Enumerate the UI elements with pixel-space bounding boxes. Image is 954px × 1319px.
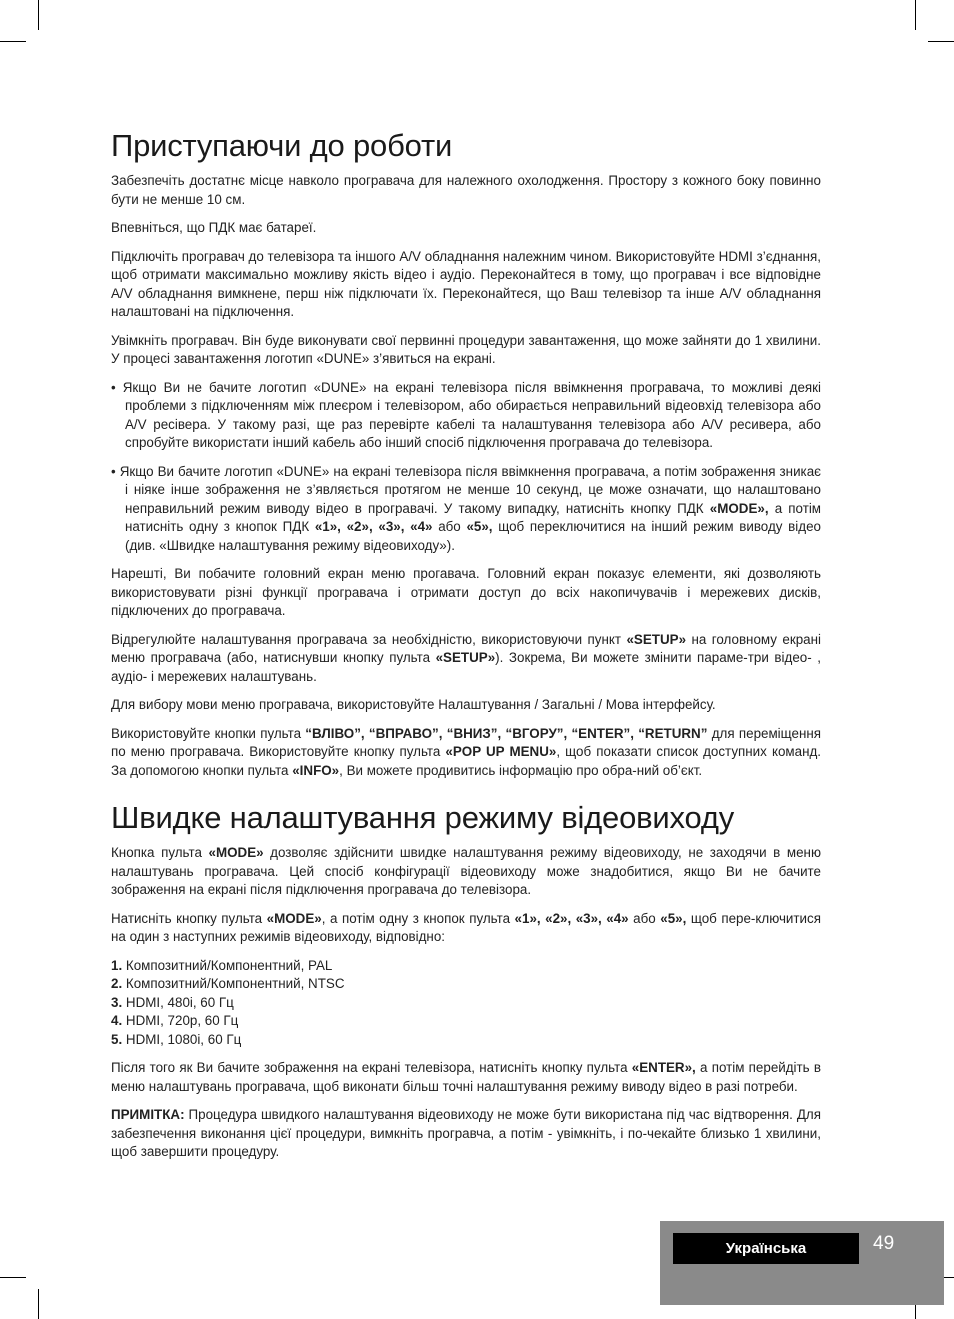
crop-mark — [915, 0, 916, 30]
crop-mark — [928, 41, 954, 42]
paragraph: Кнопка пульта «MODE» дозволяє здійснити швидке налаштування режиму відеовиходу, не заходячи в меню налаштувань програвача. Цей спосіб конфігурації відеовиходу може знадобитися, якщо Ви не бачите зображення на екрані після підключення програвача до телевізора. — [111, 845, 821, 897]
section-title-quick-setup: Швидке налаштування режиму відеовиходу — [111, 800, 735, 835]
video-mode-list — [111, 957, 821, 1050]
paragraph: Для вибору мови меню програвача, використовуйте Налаштування / Загальні / Мова інтерфейсу. — [111, 697, 716, 712]
paragraph: Увімкніть програвач. Він буде виконувати свої первинні процедури завантаження, що може зайняти до 1 хвилини. У процесі завантаження логотип «DUNE» з’явиться на екрані. — [111, 332, 821, 366]
paragraph: Впевніться, що ПДК має батареї. — [111, 220, 317, 235]
bullet-item: • Якщо Ви не бачите логотип «DUNE» на екрані телевізора після ввімкнення програвача, то можливі деякі проблеми з підключенням між плеєром і телевізором, або обирається неправильний відеовхід телевізора або A/V ресівера. У такому разі, ще раз перевірте кабелі та налаштування телевізора або A/V ресивера, або спробуйте використати інший кабель або інший спосіб підключення програвача до телевізора. — [111, 379, 821, 450]
crop-mark — [38, 0, 39, 30]
list-item: 2. Композитний/Компонентний, NTSC — [111, 976, 345, 991]
crop-mark — [38, 1289, 39, 1319]
paragraph: Відрегулюйте налаштування програвача за необхідністю, використовуючи пункт «SETUP» на головному екрані меню програвача (або, натиснувши кнопку пульта «SETUP»). Зокрема, Ви можете змінити параме-три відео- , аудіо- і мережевих налаштувань. — [111, 631, 821, 684]
footer-panel — [660, 1221, 944, 1305]
list-item: 5. HDMI, 1080i, 60 Гц — [111, 1031, 242, 1047]
paragraph: Після того як Ви бачите зображення на екрані телевізора, натисніть кнопку пульта «ENTER», а потім перейдіть в меню налаштувань програвача, щоб виконати більш точні налаштування режиму виводу відео в разі потреби. — [111, 1060, 821, 1094]
language-label: Українська — [673, 1233, 859, 1264]
paragraph: Натисніть кнопку пульта «MODE», а потім одну з кнопок пульта «1», «2», «3», «4» або «5», щоб пере-ключитися на один з наступних режимів відеовиходу, відповідно: — [111, 910, 821, 944]
page-content — [111, 128, 821, 1172]
paragraph: Використовуйте кнопки пульта “ВЛІВО”, “ВПРАВО”, “ВНИЗ”, “ВГОРУ”, “ENTER”, “RETURN” для переміщення по меню програвача. Використовуйте кнопку пульта «POP UP MENU», щоб показати список доступних команд. За допомогою кнопки пульта «INFO», Ви можете продивитись інформацію про обра-ний об’єкт. — [111, 725, 822, 778]
paragraph: Нарешті, Ви побачите головний екран меню прогавача. Головний екран показує елементи, які дозволяють використовувати різні функції програвача і отримати доступ до всіх накопичувачів і мережевих дисків, підключених до програвача. — [111, 566, 821, 618]
list-item: 3. HDMI, 480i, 60 Гц — [111, 994, 234, 1010]
crop-mark — [0, 1277, 26, 1278]
note-paragraph: ПРИМІТКА: Процедура швидкого налаштування відеовиходу не може бути використана під час відтворення. Для забезпечення виконання цієї процедури, вимкніть програвча, а потім - увімкніть, і по-чекайте близько 1 хвилини, щоб завершити процедуру. — [111, 1107, 821, 1159]
crop-mark — [0, 41, 26, 42]
page-number: 49 — [873, 1233, 895, 1254]
paragraph: Забезпечіть достатнє місце навколо програвача для належного охолодження. Простору з кожного боку повинно бути не менше 10 см. — [111, 173, 821, 207]
list-item: 1. Композитний/Компонентний, PAL — [111, 957, 333, 973]
paragraph: Підключіть програвач до телевізора та іншого A/V обладнання належним чином. Використовуйте HDMI з’єднання, щоб отримати максимально можливу якість відео і аудіо. Переконайтеся в тому, що програвач і все відповідне A/V обладнання вимкнене, перш ніж підключати їх. Переконайтеся, що Ваш телевізор та інше A/V обладнання налаштовані на підключення. — [111, 248, 821, 319]
list-item: 4. HDMI, 720p, 60 Гц — [111, 1013, 239, 1028]
bullet-item: • Якщо Ви бачите логотип «DUNE» на екрані телевізора після ввімкнення програвача, а потім зображення зникає і ніяке інше зображення не з’являється протягом не менше 10 секунд, це може означати, що налаштовано неправильний режим виводу відео в програвачі. У такому випадку, натисніть кнопку ПДК «MODE», а потім натисніть одну з кнопок ПДК «1», «2», «3», «4» або «5», щоб переключитися на інший режим виводу відео (див. «Швидке налаштування режиму відеовиходу»). — [111, 463, 822, 553]
section-title-getting-started: Приступаючи до роботи — [111, 128, 453, 163]
